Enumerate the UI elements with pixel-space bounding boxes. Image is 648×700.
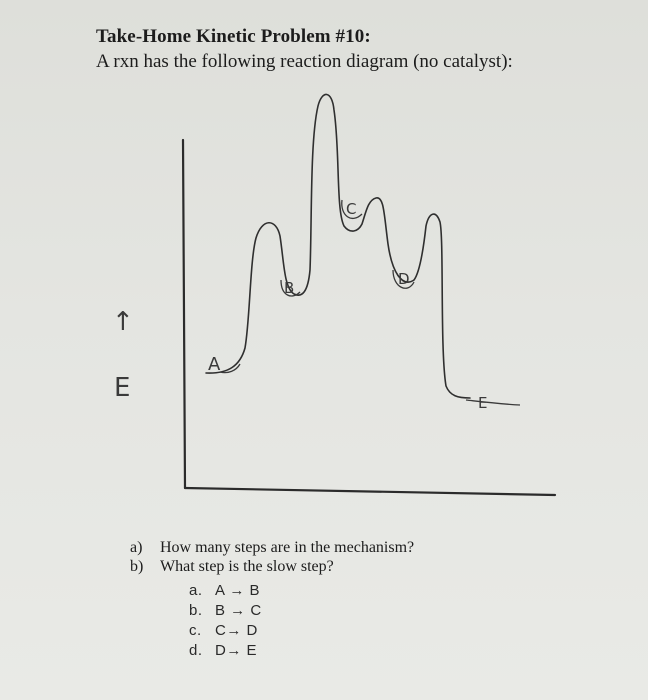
choice-letter: d. — [189, 642, 203, 659]
problem-statement: A rxn has the following reaction diagram (no catalyst): — [96, 51, 513, 72]
choice-c — [189, 621, 262, 641]
question-letter: a) — [130, 539, 143, 556]
choice-a — [189, 581, 262, 601]
x-axis — [185, 488, 555, 495]
answer-choices — [189, 581, 262, 661]
question-text: What step is the slow step? — [160, 558, 334, 575]
label-e: E — [478, 394, 488, 412]
choice-letter: c. — [189, 622, 202, 639]
label-c: C — [346, 200, 357, 218]
choice-text: A → B — [215, 582, 261, 599]
energy-axis-label: E — [114, 373, 131, 403]
label-b: B — [284, 279, 295, 297]
choice-letter: b. — [189, 602, 203, 619]
choice-text: C→ D — [215, 622, 258, 639]
choice-b — [189, 601, 262, 621]
choice-d — [189, 641, 262, 661]
choice-letter: a. — [189, 582, 203, 599]
energy-curve — [206, 94, 470, 398]
question-list — [130, 538, 414, 576]
y-axis — [183, 140, 185, 488]
label-a: A — [208, 354, 221, 375]
energy-arrow: ↑ — [112, 307, 134, 337]
choice-text: B → C — [215, 602, 262, 619]
page-title: Take-Home Kinetic Problem #10: — [96, 26, 371, 47]
label-e-underline — [466, 400, 520, 405]
question-a — [130, 538, 414, 557]
choice-text: D→ E — [215, 642, 258, 659]
question-text: How many steps are in the mechanism? — [160, 539, 415, 556]
label-d: D — [398, 270, 410, 288]
question-letter: b) — [130, 558, 144, 575]
question-b — [130, 557, 414, 576]
